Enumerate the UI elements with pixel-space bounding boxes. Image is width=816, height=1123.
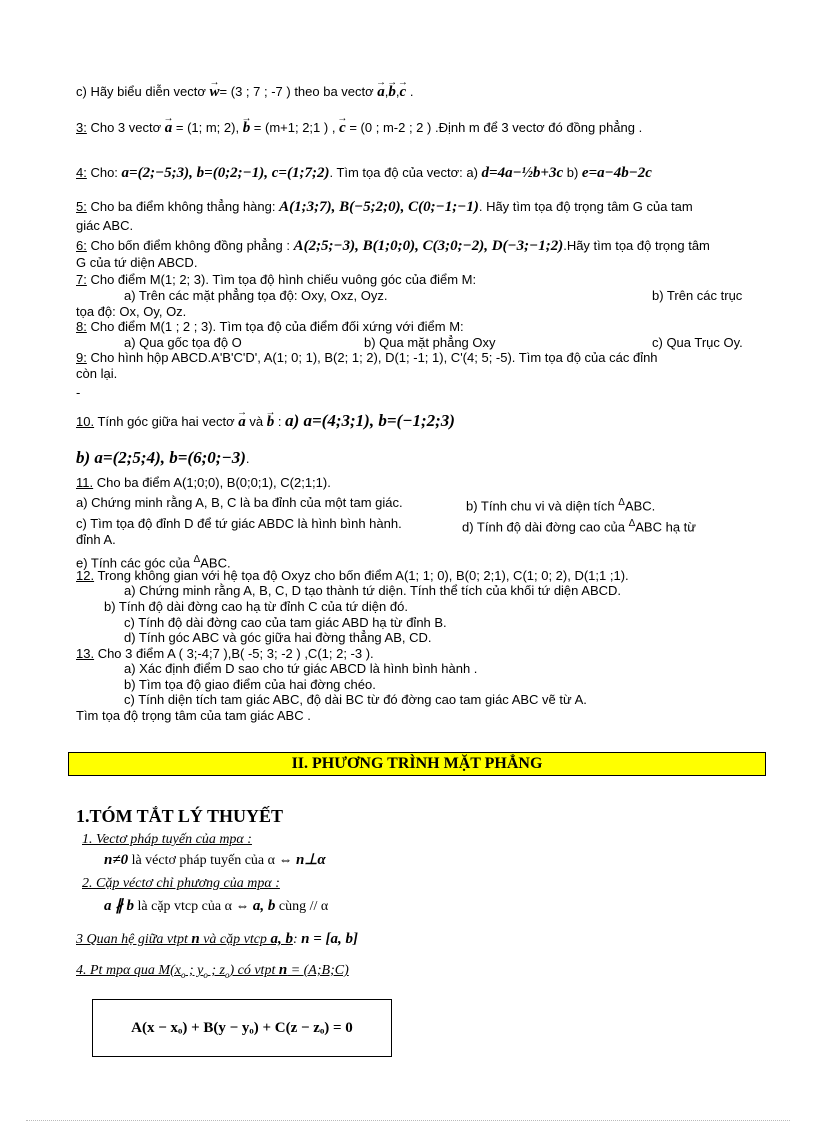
exercise-5-cont: giác ABC. — [76, 218, 134, 233]
text: là cặp vtcp của α ⇔ — [134, 899, 253, 914]
text: Cho: — [86, 165, 122, 180]
text: cùng // α — [275, 899, 329, 914]
vector-c: → c — [339, 120, 346, 136]
text: d) Tính độ dài đờng cao của — [462, 519, 629, 535]
exercise-6 — [76, 238, 710, 254]
subscript: o — [180, 969, 186, 980]
exercise-10b — [76, 447, 250, 470]
math-expression: a) a=(4;3;1), b=(−1;2;3) — [285, 411, 455, 430]
vector-a: → a — [377, 84, 385, 100]
math-expression: n — [278, 962, 288, 978]
text: = (1; m; 2), — [172, 120, 243, 135]
theory-item-3 — [76, 931, 358, 948]
text: 4. Pt mpα qua M(x — [76, 963, 181, 978]
vector-b: → b — [243, 120, 251, 136]
text: b) Tính chu vi và diện tích — [466, 498, 619, 514]
exercise-number: 7: — [76, 272, 87, 287]
text: Cho 3 điểm A ( 3;-4;7 ),B( -5; 3; -2 ) ,C(1; 2; -3 ). — [94, 646, 374, 661]
exercise-2c: c) Hãy biểu diễn vectơ → w= (3 ; 7 ; -7 ) theo ba vectơ → a,→ b,→ c . — [76, 84, 413, 100]
math-expression: A(2;5;−3), B(1;0;0), C(3;0;−2), D(−3;−1;2) — [293, 238, 564, 254]
text: = (A;B;C) — [287, 963, 349, 978]
math-expression: e=a−4b−2c — [581, 165, 652, 181]
text: Trong không gian với hệ tọa độ Oxyz cho bốn điểm A(1; 1; 0), B(0; 2;1), C(1; 0; 2), D(1;1 ;1). — [94, 568, 629, 583]
exercise-number: 9: — [76, 350, 87, 365]
exercise-13a: a) Xác định điểm D sao cho tứ giác ABCD là hình bình hành . — [124, 661, 478, 676]
math-expression: a ∦ b — [104, 898, 134, 914]
math-expression: a, b — [270, 931, 293, 947]
text: c) Hãy biểu diễn vectơ — [76, 84, 210, 99]
text: 3 Quan hệ giữa vtpt — [76, 932, 192, 947]
text: . — [406, 84, 414, 99]
math-expression: n — [191, 931, 200, 947]
exercise-number: 3: — [76, 120, 87, 135]
text: Cho điểm M(1; 2; 3). Tìm tọa độ hình chiếu vuông góc của điểm M: — [86, 272, 477, 287]
vector-a: → a — [238, 411, 246, 433]
text: ABC. — [624, 498, 656, 514]
text: . Hãy tìm tọa độ trọng tâm G của tam — [478, 199, 693, 214]
text: ; y — [185, 963, 204, 978]
text: ABC hạ từ — [635, 519, 696, 535]
math-expression: A(1;3;7), B(−5;2;0), C(0;−1;−1) — [279, 199, 479, 215]
exercise-11c: c) Tìm tọa độ đỉnh D để tứ giác ABDC là hình bình hành. — [76, 516, 402, 531]
math-expression: n = [a, b] — [301, 931, 358, 947]
exercise-12c: c) Tính độ dài đờng cao của tam giác ABD hạ từ đỉnh B. — [124, 615, 447, 630]
text: e) Tính các góc của — [76, 555, 194, 571]
exercise-number: 6: — [76, 238, 87, 253]
text: Cho điểm M(1 ; 2 ; 3). Tìm tọa độ của điểm đối xứng với điểm M: — [86, 319, 464, 334]
text: = (3 ; 7 ; -7 ) theo ba vectơ — [219, 84, 378, 99]
exercise-number: 8: — [76, 319, 87, 334]
math-expression: n⊥α — [295, 852, 326, 868]
exercise-7 — [76, 272, 476, 288]
plane-equation: A(x − xₒ) + B(y − yₒ) + C(z − zₒ) = 0 — [131, 1019, 353, 1036]
text: Cho ba điểm không thẳng hàng: — [86, 199, 280, 214]
exercise-11b — [466, 495, 655, 514]
exercise-13 — [76, 646, 374, 662]
exercise-9-cont: còn lại. — [76, 366, 118, 381]
exercise-8a: a) Qua gốc tọa độ O — [124, 335, 242, 350]
text: ABC. — [200, 555, 231, 571]
exercise-11d-cont: đỉnh A. — [76, 532, 116, 547]
text: Cho 3 vectơ — [86, 120, 165, 135]
math-expression: a=(2;−5;3), b=(0;2;−1), c=(1;7;2) — [121, 165, 330, 181]
exercise-number: 11. — [76, 475, 94, 490]
text: là véctơ pháp tuyến của α ⇔ — [128, 853, 296, 868]
exercise-number: 4: — [76, 165, 87, 180]
theory-item-4 — [76, 962, 349, 983]
math-expression: n≠0 — [104, 852, 129, 868]
exercise-number: 5: — [76, 199, 87, 214]
text: ) có vtpt — [229, 963, 279, 978]
text: : — [274, 414, 286, 429]
theory-item-1-body — [104, 852, 326, 869]
text: Cho bốn điểm không đồng phẳng : — [86, 238, 294, 253]
text: và — [245, 414, 267, 429]
exercise-8b: b) Qua mặt phẳng Oxy — [364, 335, 496, 350]
exercise-9 — [76, 350, 658, 366]
exercise-11d — [462, 516, 696, 535]
triangle-symbol: Δ — [193, 554, 201, 565]
text: Tính góc giữa hai vectơ — [94, 414, 239, 429]
exercise-8c: c) Qua Trục Oy. — [652, 335, 743, 350]
plane-equation-box — [92, 999, 392, 1057]
text: . Tìm tọa độ của vectơ: a) — [329, 165, 482, 180]
section-heading: 1.TÓM TẮT LÝ THUYẾT — [76, 806, 284, 826]
text: Cho ba điểm A(1;0;0), B(0;0;1), C(2;1;1). — [93, 475, 331, 490]
exercise-11a: a) Chứng minh rằng A, B, C là ba đỉnh của một tam giác. — [76, 495, 403, 510]
exercise-12 — [76, 568, 629, 584]
theory-item-2-body — [104, 898, 328, 915]
subscript: o — [203, 969, 208, 980]
text: . — [245, 451, 250, 466]
text: ; z — [207, 963, 225, 978]
exercise-7b: b) Trên các trục — [652, 288, 743, 303]
subscript: o — [224, 969, 230, 980]
theory-item-2: 2. Cặp véctơ chỉ phương của mpα : — [82, 876, 280, 891]
vector-b: → b — [388, 84, 396, 100]
exercise-11 — [76, 475, 331, 491]
text: .Hãy tìm tọa độ trọng tâm — [563, 238, 710, 253]
exercise-5 — [76, 199, 693, 215]
math-expression: d=4a−½b+3c — [481, 165, 564, 181]
exercise-4 — [76, 165, 652, 181]
exercise-12a: a) Chứng minh rằng A, B, C, D tạo thành tứ diện. Tính thể tích của khối tứ diện ABCD. — [124, 583, 622, 598]
vector-c: → c — [400, 84, 407, 100]
exercise-10 — [76, 410, 455, 433]
exercise-number: 12. — [76, 568, 95, 583]
text: = (0 ; m-2 ; 2 ) .Định m để 3 vectơ đó đồng phẳng . — [345, 120, 643, 135]
exercise-12b: b) Tính độ dài đờng cao hạ từ đỉnh C của tứ diện đó. — [104, 599, 408, 614]
exercise-12d: d) Tính góc ABC và góc giữa hai đờng thẳng AB, CD. — [124, 630, 432, 645]
exercise-8 — [76, 319, 464, 335]
math-expression: a, b — [252, 898, 276, 914]
text: và cặp vtcp — [199, 932, 271, 947]
section-banner: II. PHƯƠNG TRÌNH MẶT PHẲNG — [68, 752, 766, 776]
exercise-13c: c) Tính diện tích tam giác ABC, độ dài BC từ đó đờng cao tam giác ABC vẽ từ A. — [124, 692, 587, 707]
text: = (m+1; 2;1 ) , — [250, 120, 340, 135]
triangle-symbol: Δ — [628, 518, 636, 529]
vector-b: → b — [267, 411, 275, 433]
stray-dash: - — [76, 385, 81, 400]
vector-w: → w — [210, 84, 220, 100]
exercise-7a: a) Trên các mặt phẳng tọa độ: Oxy, Oxz, Oyz. — [124, 288, 388, 303]
exercise-6-cont: G của tứ diện ABCD. — [76, 255, 198, 270]
text: b) — [563, 165, 582, 180]
exercise-7-cont: tọa độ: Ox, Oy, Oz. — [76, 304, 187, 319]
exercise-13-extra: Tìm tọa độ trọng tâm của tam giác ABC . — [76, 708, 311, 723]
triangle-symbol: Δ — [618, 497, 625, 508]
text: : — [292, 932, 302, 947]
exercise-13b: b) Tìm tọa độ giao điểm của hai đờng chéo. — [124, 677, 376, 692]
theory-item-1: 1. Vectơ pháp tuyến của mpα : — [82, 832, 252, 847]
exercise-number: 13. — [76, 646, 95, 661]
exercise-3 — [76, 120, 642, 136]
page-bottom-divider — [26, 1120, 790, 1121]
exercise-number: 10. — [76, 414, 95, 429]
vector-a: → a — [165, 120, 173, 136]
math-expression: b) a=(2;5;4), b=(6;0;−3) — [76, 448, 246, 467]
text: Cho hình hộp ABCD.A'B'C'D', A(1; 0; 1), B(2; 1; 2), D(1; -1; 1), C'(4; 5; -5). Tìm tọa độ của các đỉnh — [86, 350, 658, 365]
